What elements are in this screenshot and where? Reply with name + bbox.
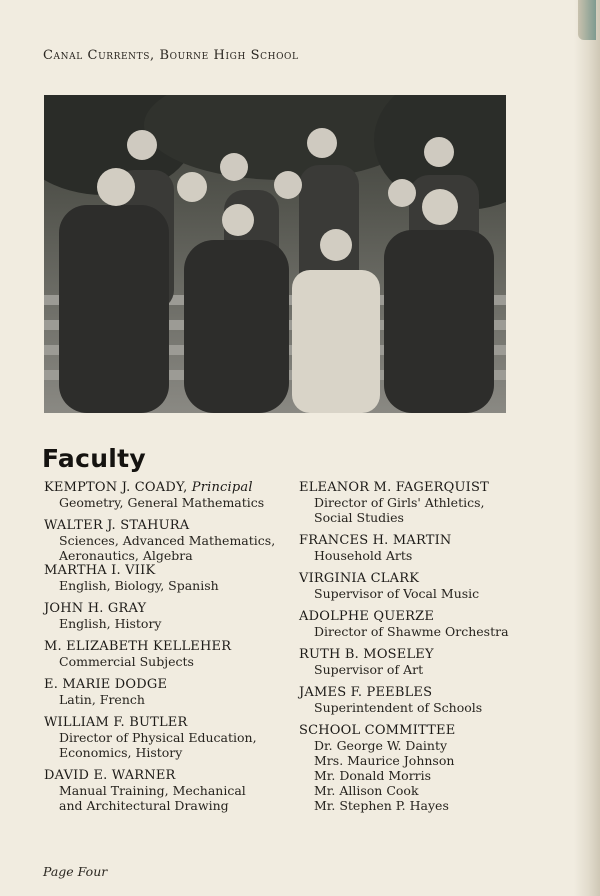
faculty-role: Aeronautics, Algebra bbox=[59, 548, 193, 563]
faculty-list-left bbox=[44, 480, 289, 821]
faculty-role: Supervisor of Art bbox=[314, 662, 424, 677]
faculty-name: JOHN H. GRAY bbox=[44, 601, 147, 616]
committee-member: Mr. Donald Morris bbox=[314, 768, 432, 783]
faculty-role: Superintendent of Schools bbox=[314, 700, 483, 715]
faculty-name: MARTHA I. VIIK bbox=[44, 563, 156, 578]
faculty-role: Sciences, Advanced Mathematics, bbox=[59, 533, 276, 548]
faculty-entry bbox=[44, 563, 289, 593]
page-edge bbox=[574, 0, 600, 896]
faculty-entry bbox=[44, 677, 289, 707]
faculty-entry bbox=[44, 715, 289, 760]
faculty-list-right bbox=[299, 480, 529, 821]
page-number: Page Four bbox=[43, 864, 108, 879]
faculty-name: WALTER J. STAHURA bbox=[44, 518, 190, 533]
faculty-entry bbox=[44, 768, 289, 813]
page-tab bbox=[578, 0, 596, 40]
faculty-name: ELEANOR M. FAGERQUIST bbox=[299, 480, 489, 495]
faculty-name: KEMPTON J. COADY, Principal bbox=[44, 480, 253, 495]
faculty-role: Supervisor of Vocal Music bbox=[314, 586, 480, 601]
faculty-role: Economics, History bbox=[59, 745, 183, 760]
faculty-role: English, Biology, Spanish bbox=[59, 578, 219, 593]
faculty-name: FRANCES H. MARTIN bbox=[299, 533, 452, 548]
faculty-entry bbox=[299, 609, 529, 639]
faculty-name: VIRGINIA CLARK bbox=[299, 571, 420, 586]
faculty-name: JAMES F. PEEBLES bbox=[299, 685, 433, 700]
section-title: Faculty bbox=[42, 444, 147, 473]
faculty-role: English, History bbox=[59, 616, 162, 631]
committee-member: Mrs. Maurice Johnson bbox=[314, 753, 455, 768]
faculty-title: Principal bbox=[191, 480, 253, 495]
faculty-name: SCHOOL COMMITTEE bbox=[299, 723, 456, 738]
faculty-role: and Architectural Drawing bbox=[59, 798, 229, 813]
faculty-entry bbox=[44, 518, 289, 563]
committee-member: Mr. Stephen P. Hayes bbox=[314, 798, 449, 813]
school-committee bbox=[299, 723, 529, 813]
faculty-role: Geometry, General Mathematics bbox=[59, 495, 265, 510]
committee-member: Dr. George W. Dainty bbox=[314, 738, 448, 753]
faculty-role: Director of Girls' Athletics, bbox=[314, 495, 485, 510]
faculty-role: Commercial Subjects bbox=[59, 654, 194, 669]
faculty-entry bbox=[299, 685, 529, 715]
faculty-name: DAVID E. WARNER bbox=[44, 768, 176, 783]
faculty-entry bbox=[299, 533, 529, 563]
faculty-entry bbox=[44, 601, 289, 631]
faculty-entry bbox=[299, 571, 529, 601]
running-header: Canal Currents, Bourne High School bbox=[43, 48, 299, 63]
faculty-entry bbox=[299, 480, 529, 525]
faculty-name: M. ELIZABETH KELLEHER bbox=[44, 639, 232, 654]
faculty-role: Director of Shawme Orchestra bbox=[314, 624, 509, 639]
faculty-name: ADOLPHE QUERZE bbox=[299, 609, 435, 624]
faculty-role: Latin, French bbox=[59, 692, 145, 707]
faculty-entry bbox=[299, 647, 529, 677]
faculty-name: RUTH B. MOSELEY bbox=[299, 647, 434, 662]
committee-member: Mr. Allison Cook bbox=[314, 783, 419, 798]
faculty-group-photo bbox=[44, 95, 506, 413]
faculty-role: Household Arts bbox=[314, 548, 413, 563]
faculty-entry bbox=[44, 639, 289, 669]
faculty-role: Director of Physical Education, bbox=[59, 730, 257, 745]
faculty-role: Social Studies bbox=[314, 510, 404, 525]
faculty-name: E. MARIE DODGE bbox=[44, 677, 168, 692]
faculty-entry bbox=[44, 480, 289, 510]
faculty-role: Manual Training, Mechanical bbox=[59, 783, 246, 798]
faculty-name: WILLIAM F. BUTLER bbox=[44, 715, 188, 730]
